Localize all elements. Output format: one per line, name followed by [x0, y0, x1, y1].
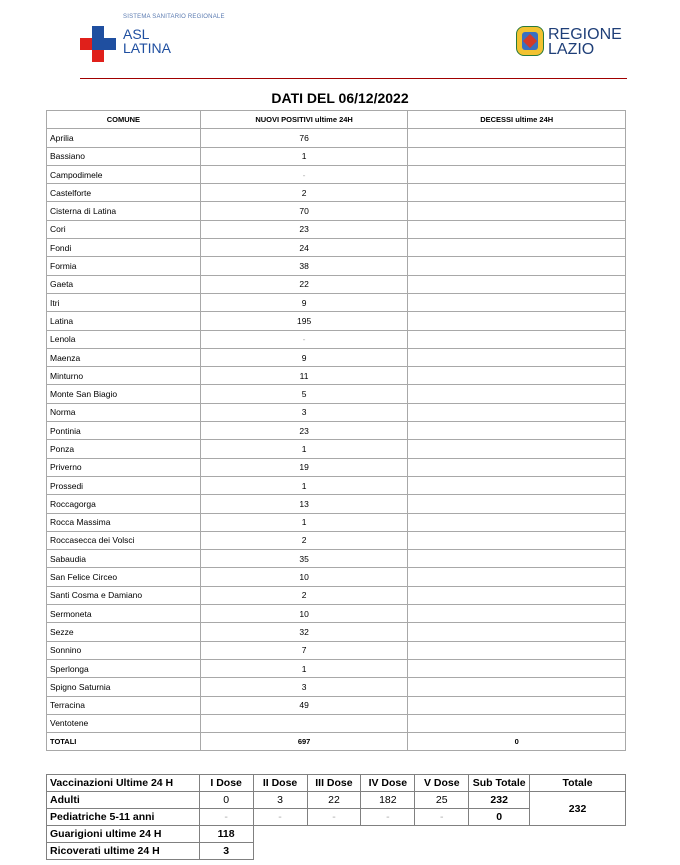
- table-row: [47, 385, 626, 403]
- adulti-dose-1: 0: [199, 792, 253, 809]
- decessi-cell: [408, 586, 626, 604]
- pediatriche-dose-4: -: [361, 809, 415, 826]
- positivi-cell: 2: [200, 531, 408, 549]
- comune-cell: Castelforte: [47, 184, 201, 202]
- comune-cell: Maenza: [47, 348, 201, 366]
- regione-line-1: REGIONE: [548, 26, 622, 43]
- decessi-cell: [408, 385, 626, 403]
- comune-cell: Prossedi: [47, 476, 201, 494]
- positivi-cell: 32: [200, 623, 408, 641]
- decessi-cell: [408, 495, 626, 513]
- positivi-cell: 5: [200, 385, 408, 403]
- vacc-header-dose-2: II Dose: [253, 775, 307, 792]
- positivi-cell: 38: [200, 257, 408, 275]
- decessi-cell: [408, 367, 626, 385]
- comune-cell: Norma: [47, 403, 201, 421]
- medical-cross-icon: [80, 26, 116, 62]
- decessi-cell: [408, 714, 626, 732]
- comune-cell: Itri: [47, 293, 201, 311]
- totals-positivi: 697: [200, 733, 408, 751]
- vacc-header-dose-3: III Dose: [307, 775, 361, 792]
- comune-cell: Sonnino: [47, 641, 201, 659]
- decessi-cell: [408, 257, 626, 275]
- positivi-cell: 49: [200, 696, 408, 714]
- positivi-cell: 35: [200, 550, 408, 568]
- pediatriche-label: Pediatriche 5-11 anni: [47, 809, 200, 826]
- comune-cell: Latina: [47, 312, 201, 330]
- positivi-cell: 9: [200, 293, 408, 311]
- table-row: [47, 586, 626, 604]
- vaccinations-table: [46, 774, 626, 860]
- decessi-cell: [408, 239, 626, 257]
- positivi-cell: 1: [200, 513, 408, 531]
- pediatriche-dose-3: -: [307, 809, 361, 826]
- table-row: [47, 257, 626, 275]
- table-row: [47, 458, 626, 476]
- positivi-cell: 2: [200, 586, 408, 604]
- positivi-cell: 19: [200, 458, 408, 476]
- comune-cell: Sperlonga: [47, 659, 201, 677]
- comune-cell: Ponza: [47, 440, 201, 458]
- logo-line-2: LATINA: [123, 40, 171, 56]
- table-row: [47, 147, 626, 165]
- column-header-decessi: DECESSI ultime 24H: [408, 111, 626, 129]
- vacc-header-dose-5: V Dose: [415, 775, 469, 792]
- table-row: [47, 312, 626, 330]
- decessi-cell: [408, 696, 626, 714]
- comune-cell: Aprilia: [47, 129, 201, 147]
- positivi-cell: 3: [200, 678, 408, 696]
- decessi-cell: [408, 220, 626, 238]
- positivi-cell: 23: [200, 220, 408, 238]
- comune-cell: Formia: [47, 257, 201, 275]
- decessi-cell: [408, 641, 626, 659]
- regione-text: [548, 27, 622, 57]
- adulti-dose-2: 3: [253, 792, 307, 809]
- positivi-cell: 10: [200, 605, 408, 623]
- decessi-cell: [408, 147, 626, 165]
- table-row: [47, 165, 626, 183]
- adulti-dose-5: 25: [415, 792, 469, 809]
- positivi-cell: 13: [200, 495, 408, 513]
- positivi-cell: 22: [200, 275, 408, 293]
- positivi-cell: 1: [200, 440, 408, 458]
- decessi-cell: [408, 476, 626, 494]
- table-row: [47, 714, 626, 732]
- comune-cell: San Felice Circeo: [47, 568, 201, 586]
- table-row: [47, 568, 626, 586]
- vacc-header-subtotale: Sub Totale: [469, 775, 530, 792]
- positivi-cell: 1: [200, 147, 408, 165]
- comune-cell: Roccasecca dei Volsci: [47, 531, 201, 549]
- decessi-cell: [408, 330, 626, 348]
- decessi-cell: [408, 293, 626, 311]
- positivi-cell: 3: [200, 403, 408, 421]
- totals-decessi: 0: [408, 733, 626, 751]
- positivi-cell: 70: [200, 202, 408, 220]
- logo-line-1: ASL: [123, 26, 150, 42]
- comune-cell: Sezze: [47, 623, 201, 641]
- positivi-cell: 24: [200, 239, 408, 257]
- table-row: [47, 348, 626, 366]
- pediatriche-subtotale: 0: [469, 809, 530, 826]
- positivi-cell: -: [200, 330, 408, 348]
- positivi-cell: 9: [200, 348, 408, 366]
- table-row: [47, 659, 626, 677]
- decessi-cell: [408, 440, 626, 458]
- guarigioni-row: [47, 826, 626, 843]
- positivi-cell: [200, 714, 408, 732]
- vacc-header-label: Vaccinazioni Ultime 24 H: [47, 775, 200, 792]
- comuni-table: [46, 110, 626, 751]
- comune-cell: Sabaudia: [47, 550, 201, 568]
- decessi-cell: [408, 659, 626, 677]
- comune-cell: Sermoneta: [47, 605, 201, 623]
- comune-cell: Cori: [47, 220, 201, 238]
- comune-cell: Campodimele: [47, 165, 201, 183]
- table-row: [47, 678, 626, 696]
- positivi-cell: 11: [200, 367, 408, 385]
- logo-subtitle: SISTEMA SANITARIO REGIONALE: [123, 14, 225, 20]
- table-row: [47, 275, 626, 293]
- positivi-cell: 7: [200, 641, 408, 659]
- positivi-cell: 2: [200, 184, 408, 202]
- adulti-dose-4: 182: [361, 792, 415, 809]
- table-row: [47, 403, 626, 421]
- positivi-cell: 23: [200, 422, 408, 440]
- decessi-cell: [408, 568, 626, 586]
- comune-cell: Ventotene: [47, 714, 201, 732]
- adulti-label: Adulti: [47, 792, 200, 809]
- positivi-cell: -: [200, 165, 408, 183]
- positivi-cell: 10: [200, 568, 408, 586]
- guarigioni-value: 118: [199, 826, 253, 843]
- table-row: [47, 623, 626, 641]
- comune-cell: Minturno: [47, 367, 201, 385]
- column-header-positivi: NUOVI POSITIVI ultime 24H: [200, 111, 408, 129]
- comune-cell: Priverno: [47, 458, 201, 476]
- pediatriche-dose-1: -: [199, 809, 253, 826]
- comune-cell: Roccagorga: [47, 495, 201, 513]
- table-row: [47, 184, 626, 202]
- decessi-cell: [408, 312, 626, 330]
- table-row: [47, 220, 626, 238]
- table-row: [47, 513, 626, 531]
- decessi-cell: [408, 513, 626, 531]
- comune-cell: Lenola: [47, 330, 201, 348]
- decessi-cell: [408, 129, 626, 147]
- comune-cell: Cisterna di Latina: [47, 202, 201, 220]
- table-header-row: [47, 111, 626, 129]
- vacc-header-dose-1: I Dose: [199, 775, 253, 792]
- comune-cell: Gaeta: [47, 275, 201, 293]
- vacc-header-totale: Totale: [530, 775, 626, 792]
- pediatriche-dose-5: -: [415, 809, 469, 826]
- vacc-header-dose-4: IV Dose: [361, 775, 415, 792]
- vacc-header-row: [47, 775, 626, 792]
- regional-seal-icon: [516, 26, 544, 56]
- table-row: [47, 293, 626, 311]
- table-row: [47, 422, 626, 440]
- table-row: [47, 476, 626, 494]
- decessi-cell: [408, 623, 626, 641]
- positivi-cell: 76: [200, 129, 408, 147]
- comune-cell: Santi Cosma e Damiano: [47, 586, 201, 604]
- decessi-cell: [408, 275, 626, 293]
- ricoverati-row: [47, 843, 626, 860]
- decessi-cell: [408, 202, 626, 220]
- logo-text: [123, 27, 171, 55]
- ricoverati-value: 3: [199, 843, 253, 860]
- comune-cell: Monte San Biagio: [47, 385, 201, 403]
- page-title: DATI DEL 06/12/2022: [271, 90, 409, 106]
- header-divider: [80, 78, 627, 79]
- decessi-cell: [408, 348, 626, 366]
- decessi-cell: [408, 550, 626, 568]
- totals-row: [47, 733, 626, 751]
- guarigioni-label: Guarigioni ultime 24 H: [47, 826, 200, 843]
- table-row: [47, 367, 626, 385]
- comune-cell: Fondi: [47, 239, 201, 257]
- decessi-cell: [408, 165, 626, 183]
- column-header-comune: COMUNE: [47, 111, 201, 129]
- decessi-cell: [408, 403, 626, 421]
- vacc-totale: 232: [530, 792, 626, 826]
- table-row: [47, 202, 626, 220]
- regione-line-2: LAZIO: [548, 41, 595, 58]
- decessi-cell: [408, 422, 626, 440]
- table-row: [47, 550, 626, 568]
- positivi-cell: 1: [200, 659, 408, 677]
- adulti-subtotale: 232: [469, 792, 530, 809]
- decessi-cell: [408, 458, 626, 476]
- comune-cell: Bassiano: [47, 147, 201, 165]
- table-row: [47, 531, 626, 549]
- decessi-cell: [408, 531, 626, 549]
- table-row: [47, 129, 626, 147]
- decessi-cell: [408, 184, 626, 202]
- table-row: [47, 440, 626, 458]
- adulti-dose-3: 22: [307, 792, 361, 809]
- ricoverati-label: Ricoverati ultime 24 H: [47, 843, 200, 860]
- table-row: [47, 495, 626, 513]
- table-row: [47, 605, 626, 623]
- totals-label: TOTALI: [47, 733, 201, 751]
- vacc-row-adulti: [47, 792, 626, 809]
- positivi-cell: 1: [200, 476, 408, 494]
- table-row: [47, 239, 626, 257]
- positivi-cell: 195: [200, 312, 408, 330]
- comune-cell: Spigno Saturnia: [47, 678, 201, 696]
- pediatriche-dose-2: -: [253, 809, 307, 826]
- table-row: [47, 641, 626, 659]
- decessi-cell: [408, 678, 626, 696]
- table-row: [47, 696, 626, 714]
- decessi-cell: [408, 605, 626, 623]
- table-row: [47, 330, 626, 348]
- comune-cell: Terracina: [47, 696, 201, 714]
- comune-cell: Pontinia: [47, 422, 201, 440]
- comune-cell: Rocca Massima: [47, 513, 201, 531]
